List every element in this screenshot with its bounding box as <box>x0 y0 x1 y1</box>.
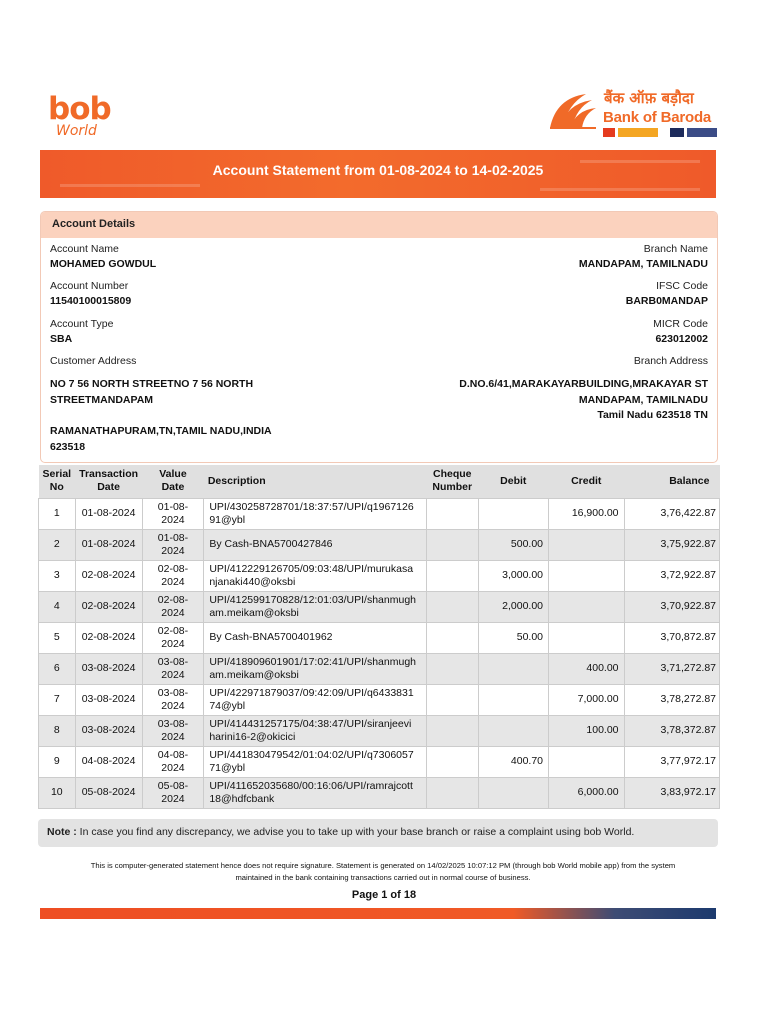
debit-cell: 2,000.00 <box>478 591 548 622</box>
table-row <box>39 653 720 684</box>
account-number-label: Account Number <box>50 280 129 292</box>
customer-address-label: Customer Address <box>50 355 137 367</box>
balance-cell: 3,70,922.87 <box>624 591 719 622</box>
balance-cell: 3,70,872.87 <box>624 622 719 653</box>
cheque-cell <box>426 684 478 715</box>
debit-cell: 50.00 <box>478 622 548 653</box>
cheque-cell <box>426 498 478 529</box>
debit-cell: 400.70 <box>478 746 548 777</box>
description-line1: By Cash-BNA5700401962 <box>209 631 333 643</box>
txn-date-cell: 02-08-2024 <box>75 560 142 591</box>
table-row <box>39 684 720 715</box>
description-cell <box>204 622 427 653</box>
value-date-cell: 01-08-2024 <box>142 498 204 529</box>
footer-color-bar <box>40 908 716 919</box>
balance-cell: 3,76,422.87 <box>624 498 719 529</box>
description-line2: harini16-2@okicici <box>209 730 296 743</box>
bank-of-baroda-logo <box>546 88 718 140</box>
account-details-heading: Account Details <box>41 212 717 238</box>
customer-address-line1: NO 7 56 NORTH STREETNO 7 56 NORTH <box>50 378 254 390</box>
serial-cell: 1 <box>39 498 76 529</box>
account-details-card <box>40 211 718 463</box>
bob-logo-subtext: World <box>56 123 97 139</box>
balance-cell: 3,75,922.87 <box>624 529 719 560</box>
table-row <box>39 560 720 591</box>
description-line1: UPI/418909601901/17:02:41/UPI/shanmugh <box>209 655 417 668</box>
cheque-cell <box>426 777 478 808</box>
value-date-cell: 05-08-2024 <box>142 777 204 808</box>
cheque-cell <box>426 591 478 622</box>
bank-name-english: Bank of Baroda <box>603 109 712 126</box>
serial-cell: 10 <box>39 777 76 808</box>
txn-date-cell: 01-08-2024 <box>75 498 142 529</box>
value-date-cell: 02-08-2024 <box>142 560 204 591</box>
account-type-label: Account Type <box>50 318 114 330</box>
credit-cell <box>549 746 625 777</box>
col-debit-header: Debit <box>478 465 548 498</box>
statement-title: Account Statement from 01-08-2024 to 14-02-2025 <box>212 162 544 178</box>
customer-address-line3: RAMANATHAPURAM,TN,TAMIL NADU,INDIA <box>50 425 272 437</box>
credit-cell <box>549 622 625 653</box>
disclaimer-line1: This is computer-generated statement hence does not require signature. Statement is generated on 14/02/2025 10:07:12 PM (through bob World mobile app) from the system <box>90 861 676 870</box>
credit-cell <box>549 529 625 560</box>
serial-cell: 9 <box>39 746 76 777</box>
ifsc-value: BARB0MANDAP <box>625 295 708 307</box>
col-credit-header: Credit <box>549 465 625 498</box>
balance-cell: 3,78,272.87 <box>624 684 719 715</box>
txn-date-cell: 05-08-2024 <box>75 777 142 808</box>
table-row <box>39 715 720 746</box>
table-row <box>39 777 720 808</box>
balance-cell: 3,78,372.87 <box>624 715 719 746</box>
serial-cell: 3 <box>39 560 76 591</box>
cheque-cell <box>426 746 478 777</box>
branch-address-label: Branch Address <box>633 355 708 367</box>
description-line1: UPI/441830479542/01:04:02/UPI/q7306057 <box>209 748 414 761</box>
description-line1: UPI/414431257175/04:38:47/UPI/siranjeevi <box>209 717 412 730</box>
table-row <box>39 591 720 622</box>
credit-cell: 6,000.00 <box>549 777 625 808</box>
credit-cell: 7,000.00 <box>549 684 625 715</box>
credit-cell: 400.00 <box>549 653 625 684</box>
table-row <box>39 498 720 529</box>
branch-name-label: Branch Name <box>643 243 708 255</box>
description-cell <box>204 498 427 529</box>
description-line2: 91@ybl <box>209 513 246 526</box>
balance-cell: 3,77,972.17 <box>624 746 719 777</box>
value-date-cell: 03-08-2024 <box>142 684 204 715</box>
debit-cell <box>478 498 548 529</box>
cheque-cell <box>426 715 478 746</box>
account-name-label: Account Name <box>50 243 119 255</box>
description-line1: UPI/412229126705/09:03:48/UPI/murukasa <box>209 562 414 575</box>
customer-address-line4: 623518 <box>50 441 86 453</box>
value-date-cell: 03-08-2024 <box>142 715 204 746</box>
value-date-cell: 04-08-2024 <box>142 746 204 777</box>
description-cell <box>204 653 427 684</box>
statement-disclaimer <box>36 860 730 884</box>
description-cell <box>204 777 427 808</box>
txn-date-cell: 03-08-2024 <box>75 684 142 715</box>
debit-cell <box>478 715 548 746</box>
table-row <box>39 622 720 653</box>
micr-label: MICR Code <box>653 318 708 330</box>
branch-address-line1: D.NO.6/41,MARAKAYARBUILDING,MRAKAYAR ST <box>459 378 708 390</box>
bank-name-hindi: बैंक ऑफ़ बड़ौदा <box>604 89 694 107</box>
cheque-cell <box>426 560 478 591</box>
description-cell <box>204 684 427 715</box>
credit-cell: 16,900.00 <box>549 498 625 529</box>
bob-logo-text: bob <box>48 91 111 127</box>
discrepancy-note <box>38 819 718 847</box>
balance-cell: 3,72,922.87 <box>624 560 719 591</box>
description-line2: njanaki440@oksbi <box>209 575 296 588</box>
debit-cell <box>478 777 548 808</box>
credit-cell <box>549 591 625 622</box>
description-line2: am.meikam@oksbi <box>209 668 299 681</box>
page-number: Page 1 of 18 <box>351 889 417 901</box>
credit-cell: 100.00 <box>549 715 625 746</box>
value-date-cell: 01-08-2024 <box>142 529 204 560</box>
description-line2: 71@ybl <box>209 761 246 774</box>
value-date-cell: 02-08-2024 <box>142 622 204 653</box>
description-cell <box>204 715 427 746</box>
micr-value: 623012002 <box>655 333 708 345</box>
serial-cell: 7 <box>39 684 76 715</box>
description-line1: UPI/430258728701/18:37:57/UPI/q1967126 <box>209 500 414 513</box>
branch-address-line3: Tamil Nadu 623518 TN <box>597 409 708 421</box>
col-serial-header: Serial No <box>39 465 76 498</box>
transactions-body <box>39 498 720 808</box>
table-row <box>39 529 720 560</box>
account-name-value: MOHAMED GOWDUL <box>50 258 157 270</box>
txn-date-cell: 02-08-2024 <box>75 622 142 653</box>
debit-cell <box>478 684 548 715</box>
transactions-table <box>38 465 720 809</box>
description-line1: By Cash-BNA5700427846 <box>209 538 333 550</box>
logo-badge-strip <box>603 128 717 137</box>
debit-cell: 3,000.00 <box>478 560 548 591</box>
customer-address-line2: STREETMANDAPAM <box>50 394 154 406</box>
note-label: Note : <box>47 826 77 838</box>
value-date-cell: 03-08-2024 <box>142 653 204 684</box>
debit-cell: 500.00 <box>478 529 548 560</box>
statement-banner <box>40 150 716 198</box>
account-number-value: 11540100015809 <box>50 295 132 307</box>
description-line1: UPI/412599170828/12:01:03/UPI/shanmugh <box>209 593 417 606</box>
disclaimer-line2: maintained in the bank containing transactions carried out in normal course of business. <box>235 873 531 882</box>
ifsc-label: IFSC Code <box>656 280 708 292</box>
table-row <box>39 746 720 777</box>
txn-date-cell: 03-08-2024 <box>75 653 142 684</box>
col-txn-date-header: Transaction Date <box>75 465 142 498</box>
serial-cell: 4 <box>39 591 76 622</box>
description-line1: UPI/422971879037/09:42:09/UPI/q6433831 <box>209 686 414 699</box>
col-description-header: Description <box>204 465 427 498</box>
serial-cell: 2 <box>39 529 76 560</box>
description-cell <box>204 591 427 622</box>
description-line2: 74@ybl <box>209 699 246 712</box>
cheque-cell <box>426 622 478 653</box>
serial-cell: 8 <box>39 715 76 746</box>
debit-cell <box>478 653 548 684</box>
col-value-date-header: Value Date <box>142 465 204 498</box>
credit-cell <box>549 560 625 591</box>
serial-cell: 5 <box>39 622 76 653</box>
cheque-cell <box>426 529 478 560</box>
txn-date-cell: 03-08-2024 <box>75 715 142 746</box>
description-line1: UPI/411652035680/00:16:06/UPI/ramrajcott <box>209 779 413 792</box>
cheque-cell <box>426 653 478 684</box>
account-type-value: SBA <box>50 333 73 345</box>
txn-date-cell: 04-08-2024 <box>75 746 142 777</box>
description-cell <box>204 746 427 777</box>
bob-world-logo <box>48 91 111 139</box>
txn-date-cell: 01-08-2024 <box>75 529 142 560</box>
description-cell <box>204 560 427 591</box>
txn-date-cell: 02-08-2024 <box>75 591 142 622</box>
serial-cell: 6 <box>39 653 76 684</box>
baroda-sun-icon <box>546 90 600 134</box>
value-date-cell: 02-08-2024 <box>142 591 204 622</box>
balance-cell: 3,83,972.17 <box>624 777 719 808</box>
table-header-row <box>39 465 720 498</box>
col-cheque-header: Cheque Number <box>426 465 478 498</box>
branch-address-line2: MANDAPAM, TAMILNADU <box>578 394 708 406</box>
description-line2: am.meikam@oksbi <box>209 606 299 619</box>
branch-name-value: MANDAPAM, TAMILNADU <box>578 258 708 270</box>
description-cell <box>204 529 427 560</box>
balance-cell: 3,71,272.87 <box>624 653 719 684</box>
col-balance-header: Balance <box>624 465 719 498</box>
description-line2: 18@hdfcbank <box>209 792 275 805</box>
note-text: In case you find any discrepancy, we advise you to take up with your base branch or raise a complaint using bob World. <box>76 826 635 838</box>
